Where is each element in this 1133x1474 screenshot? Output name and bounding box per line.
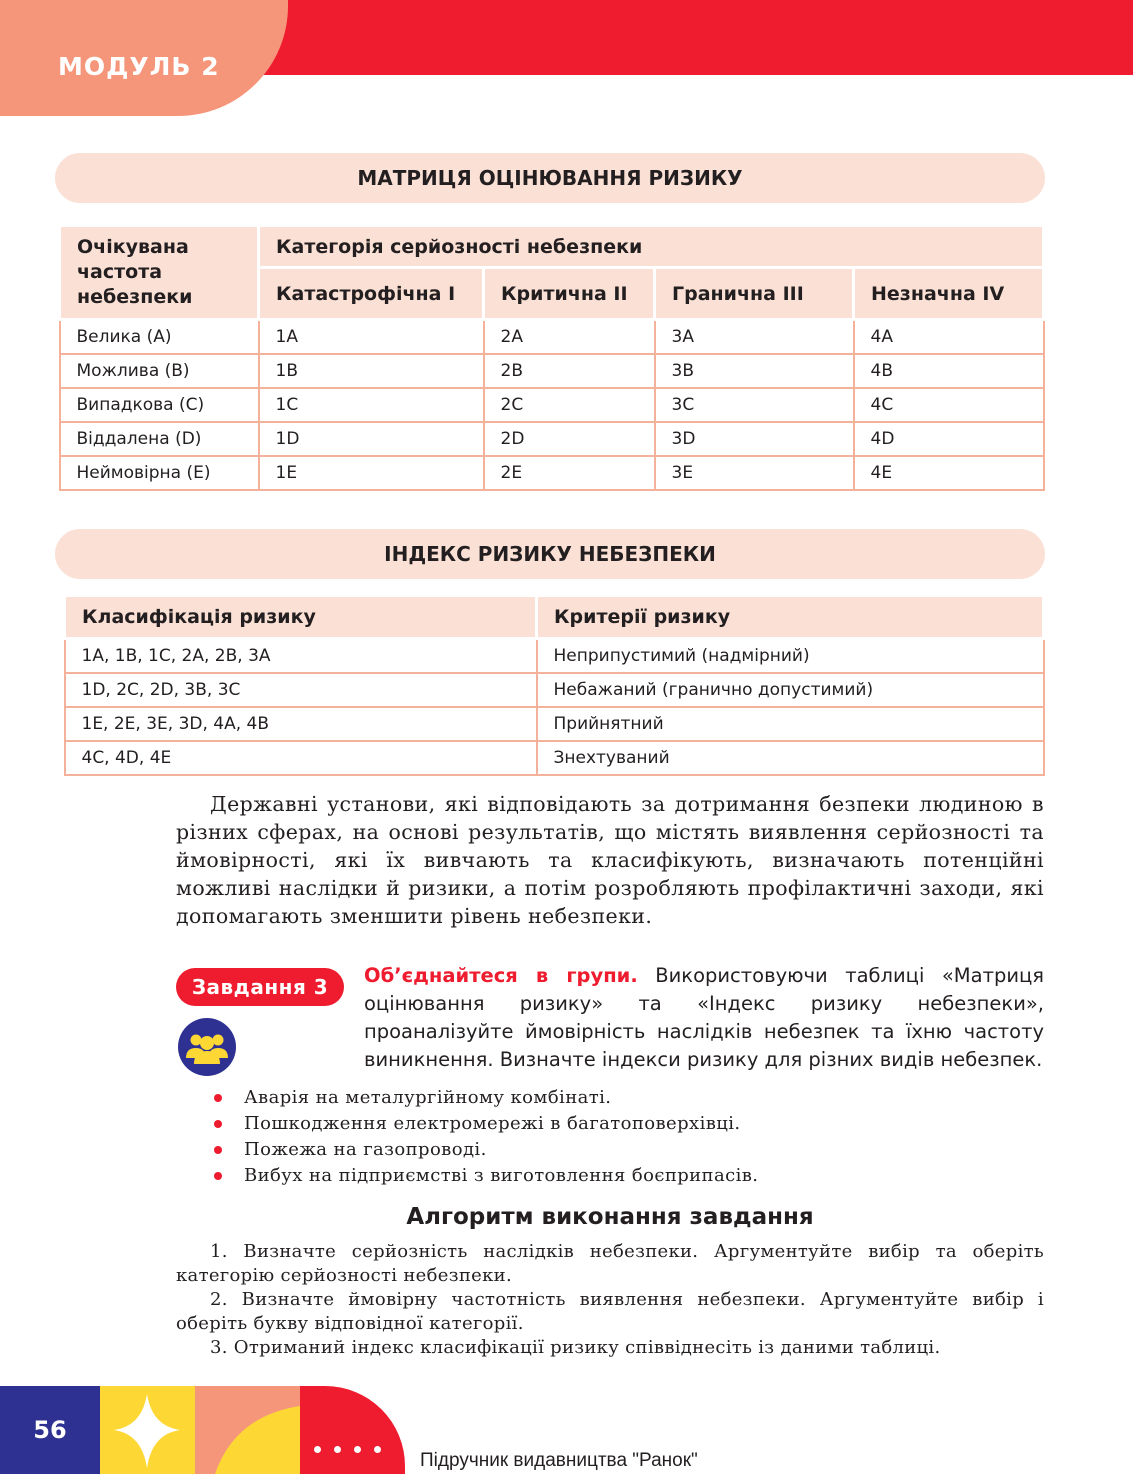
- bullet-icon: [214, 1120, 222, 1128]
- footer-red-block: [300, 1386, 405, 1474]
- table-cell: 4C: [854, 388, 1044, 422]
- table-cell: 4B: [854, 354, 1044, 388]
- table-cell: 1E: [259, 456, 484, 490]
- table-cell: 4E: [854, 456, 1044, 490]
- table-row: [60, 422, 1044, 456]
- algorithm-step: 1. Визначте серйозність наслідків небезпеки. Аргументуйте вибір та оберіть категорію серйозності небезпеки.: [176, 1241, 1044, 1286]
- list-item-text: Аварія на металургійному комбінаті.: [244, 1087, 612, 1108]
- list-item: [214, 1085, 758, 1111]
- table-row: [65, 639, 1044, 674]
- column-header: Класифікація ризику: [65, 596, 537, 639]
- table-row: [60, 320, 1044, 355]
- table-row: [60, 456, 1044, 490]
- table-cell: 1A, 1B, 1C, 2A, 2B, 3A: [65, 639, 537, 674]
- algorithm-step: 3. Отриманий індекс класифікації ризику співвіднесіть із даними таблиці.: [210, 1337, 941, 1358]
- list-item: [214, 1111, 758, 1137]
- table-row: [65, 673, 1044, 707]
- paragraph-text: Державні установи, які відповідають за дотримання безпеки людиною в різних сферах, на основі результатів, що містять виявлення серйозності та ймовірності, які їх вивчають та класифікують, визначають потенційні можливі наслідки й ризики, а потім розробляють профілактичні заходи, які допомагають зменшити рівень небезпеки.: [176, 792, 1044, 928]
- table-cell: 2C: [484, 388, 655, 422]
- column-header: Незначна IV: [854, 268, 1044, 320]
- table-cell: 1D: [259, 422, 484, 456]
- bullet-icon: [214, 1172, 222, 1180]
- algorithm-step: 2. Визначте ймовірну частотність виявлення небезпеки. Аргументуйте вибір і оберіть букву відповідної категорії.: [176, 1289, 1044, 1334]
- index-title: ІНДЕКС РИЗИКУ НЕБЕЗПЕКИ: [55, 529, 1045, 579]
- table-cell: 4D: [854, 422, 1044, 456]
- table-cell: 2E: [484, 456, 655, 490]
- dot-icon: [374, 1446, 381, 1453]
- column-header: Критична II: [484, 268, 655, 320]
- dot-icon: [314, 1446, 321, 1453]
- table-cell: Небажаний (гранично допустимий): [537, 673, 1044, 707]
- risk-matrix-table: [58, 224, 1045, 491]
- list-item-text: Вибух на підприємстві з виготовлення боєприпасів.: [244, 1165, 759, 1186]
- row-label: Велика (A): [60, 320, 259, 355]
- algorithm-title: Алгоритм виконання завдання: [406, 1204, 814, 1230]
- table-cell: 1A: [259, 320, 484, 355]
- list-item: [214, 1163, 758, 1189]
- table-row: [60, 388, 1044, 422]
- column-header: Катастрофічна I: [259, 268, 484, 320]
- footer-peach-block: [195, 1386, 300, 1474]
- table-row: [65, 741, 1044, 775]
- table-cell: 3C: [655, 388, 854, 422]
- hazard-list: [214, 1085, 758, 1189]
- task-body: Використовуючи таблиці «Матриця оцінювання ризику» та «Індекс ризику небезпеки», проаналізуйте ймовірність наслідків небезпек та їхню частоту виникнення. Визначте індекси ризику для різних видів небезпек.: [364, 964, 1044, 1071]
- table-cell: 3E: [655, 456, 854, 490]
- algorithm-steps: [176, 1240, 1044, 1360]
- dot-icon: [334, 1446, 341, 1453]
- bullet-icon: [214, 1146, 222, 1154]
- task-text: [364, 962, 1044, 1074]
- row-label: Неймовірна (E): [60, 456, 259, 490]
- table-cell: Неприпустимий (надмірний): [537, 639, 1044, 674]
- group-header: Категорія серйозності небезпеки: [259, 226, 1044, 268]
- row-label: Випадкова (C): [60, 388, 259, 422]
- row-header: Очікувана частота небезпеки: [60, 226, 259, 320]
- table-cell: 3A: [655, 320, 854, 355]
- table-cell: 4C, 4D, 4E: [65, 741, 537, 775]
- star-icon: [100, 1386, 195, 1474]
- footer-dots: [314, 1446, 381, 1453]
- table-cell: 4A: [854, 320, 1044, 355]
- module-label: МОДУЛЬ 2: [58, 52, 220, 81]
- header-red-band: [240, 0, 1133, 75]
- column-header: Критерії ризику: [537, 596, 1044, 639]
- risk-index-table: [63, 594, 1045, 776]
- table-cell: 1B: [259, 354, 484, 388]
- table-cell: 2A: [484, 320, 655, 355]
- table-cell: 3D: [655, 422, 854, 456]
- table-row: [65, 707, 1044, 741]
- matrix-title: МАТРИЦЯ ОЦІНЮВАННЯ РИЗИКУ: [55, 153, 1045, 203]
- group-icon: [178, 1018, 236, 1076]
- table-cell: 2B: [484, 354, 655, 388]
- column-header: Гранична III: [655, 268, 854, 320]
- publisher-label: Підручник видавництва "Ранок": [420, 1450, 698, 1471]
- page-number: 56: [33, 1416, 67, 1444]
- row-label: Можлива (B): [60, 354, 259, 388]
- task-lead: Об’єднайтеся в групи.: [364, 964, 638, 987]
- list-item-text: Пошкодження електромережі в багатоповерхівці.: [244, 1113, 741, 1134]
- table-cell: 1D, 2C, 2D, 3B, 3C: [65, 673, 537, 707]
- body-paragraph: [176, 790, 1044, 930]
- table-cell: Прийнятний: [537, 707, 1044, 741]
- bullet-icon: [214, 1094, 222, 1102]
- table-cell: 2D: [484, 422, 655, 456]
- list-item-text: Пожежа на газопроводі.: [244, 1139, 487, 1160]
- list-item: [214, 1137, 758, 1163]
- footer-yellow-block: [100, 1386, 195, 1474]
- row-label: Віддалена (D): [60, 422, 259, 456]
- table-cell: Знехтуваний: [537, 741, 1044, 775]
- table-cell: 1C: [259, 388, 484, 422]
- dot-icon: [354, 1446, 361, 1453]
- leaf-icon: [195, 1386, 300, 1474]
- table-cell: 3B: [655, 354, 854, 388]
- task-badge: Завдання 3: [176, 968, 344, 1006]
- table-row: [60, 354, 1044, 388]
- table-cell: 1E, 2E, 3E, 3D, 4A, 4B: [65, 707, 537, 741]
